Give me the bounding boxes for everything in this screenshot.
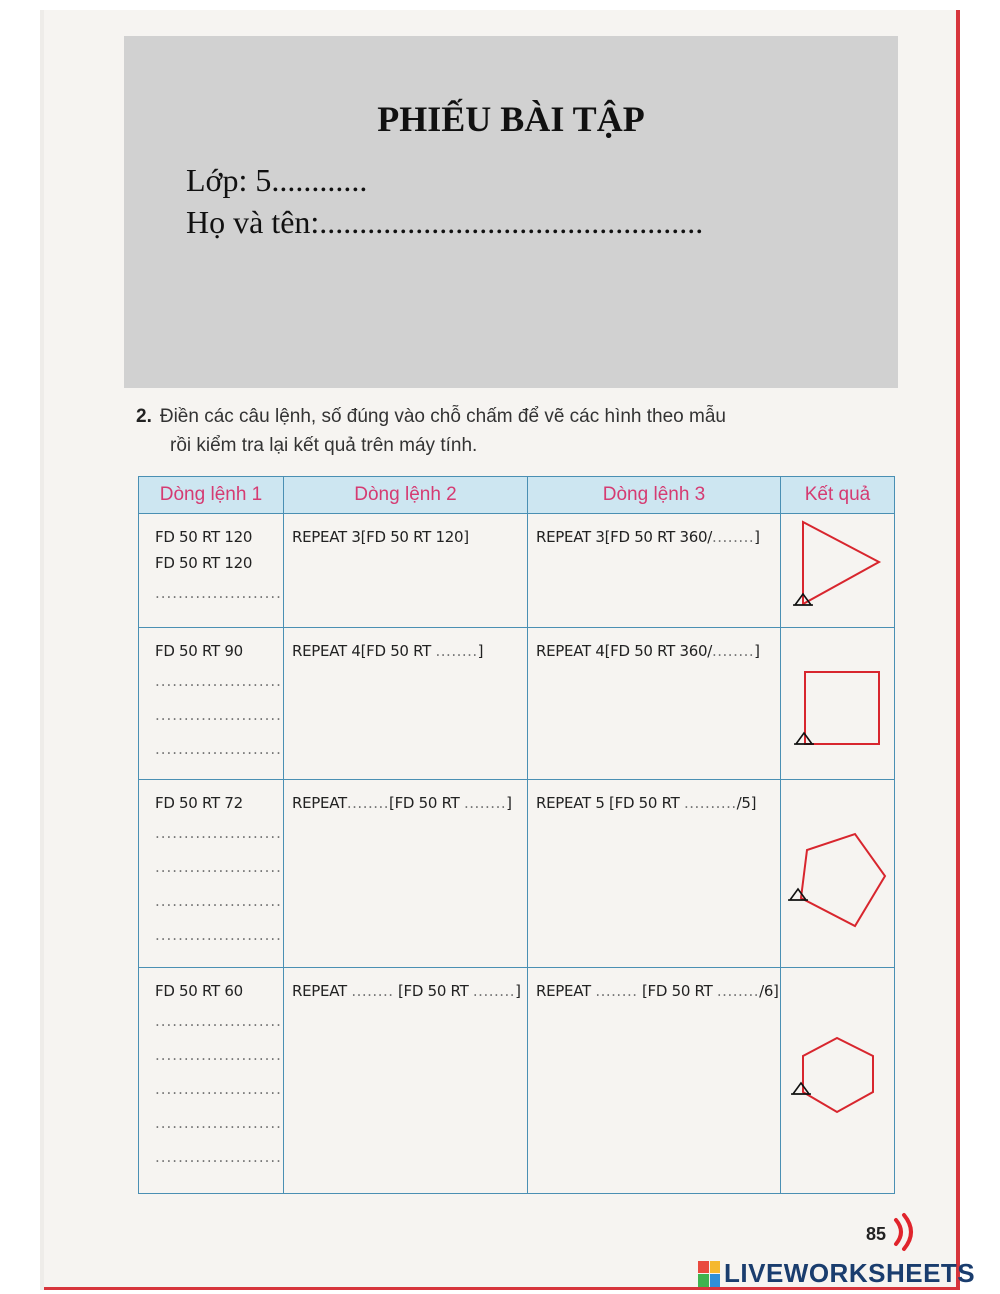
blank-line[interactable]: ...................... bbox=[155, 706, 282, 724]
brand-name: LIVEWORKSHEETS bbox=[724, 1258, 976, 1288]
row4-col3 bbox=[528, 968, 781, 1194]
page-title: PHIẾU BÀI TẬP bbox=[377, 99, 645, 139]
blank-field[interactable]: ........ bbox=[716, 982, 760, 1000]
table-row bbox=[139, 514, 895, 628]
triangle-polygon bbox=[803, 522, 879, 604]
blank-field[interactable]: ........ bbox=[712, 642, 755, 660]
command-text: REPEAT 4[FD 50 RT 360/ bbox=[536, 642, 712, 660]
blank-field[interactable]: ........ bbox=[472, 982, 516, 1000]
command-text: REPEAT bbox=[292, 794, 347, 812]
blank-field[interactable]: ........ bbox=[346, 794, 390, 812]
hexagon-shape bbox=[781, 968, 893, 1192]
command-line: FD 50 RT 120 bbox=[155, 528, 253, 546]
blank-field[interactable]: ........ bbox=[463, 794, 507, 812]
row2-result bbox=[781, 628, 895, 780]
command-line: FD 50 RT 90 bbox=[155, 642, 243, 660]
header-col-3: Dòng lệnh 3 bbox=[528, 477, 781, 514]
blank-line[interactable]: ...................... bbox=[155, 824, 282, 842]
question-text-line2: rồi kiểm tra lại kết quả trên máy tính. bbox=[170, 435, 478, 456]
command-text: REPEAT 5 [FD 50 RT bbox=[536, 794, 684, 812]
row3-col3 bbox=[528, 780, 781, 968]
command-text: /6] bbox=[759, 982, 779, 1000]
command-line bbox=[536, 978, 779, 1004]
page-red-edge bbox=[956, 10, 960, 1290]
class-field: Lớp: 5............ bbox=[186, 162, 368, 198]
blank-field[interactable]: ........ bbox=[712, 528, 755, 546]
row2-col2 bbox=[284, 628, 528, 780]
command-text: ] bbox=[754, 642, 760, 660]
blank-line[interactable]: ...................... bbox=[155, 1148, 282, 1166]
row1-result bbox=[781, 514, 895, 628]
blank-line[interactable]: ...................... bbox=[155, 1046, 282, 1064]
command-text: REPEAT 4[FD 50 RT bbox=[292, 642, 436, 660]
table-row bbox=[139, 780, 895, 968]
command-text: ] bbox=[754, 528, 760, 546]
sound-wave-icon bbox=[890, 1212, 920, 1252]
command-text: ] bbox=[506, 794, 512, 812]
row4-col1 bbox=[139, 968, 284, 1194]
command-line bbox=[536, 790, 774, 816]
blank-field[interactable]: ........ bbox=[351, 982, 394, 1000]
square-polygon bbox=[805, 672, 879, 744]
square-shape bbox=[781, 628, 893, 778]
command-line bbox=[292, 638, 521, 664]
row1-col2 bbox=[284, 514, 528, 628]
header-box bbox=[124, 36, 898, 388]
blank-field[interactable]: ........ bbox=[435, 642, 478, 660]
question-number: 2. bbox=[136, 406, 152, 427]
blank-line[interactable]: ...................... bbox=[155, 1080, 282, 1098]
row2-col3 bbox=[528, 628, 781, 780]
blank-line[interactable]: ...................... bbox=[155, 1012, 282, 1030]
command-text: [FD 50 RT bbox=[637, 982, 717, 1000]
command-text: ] bbox=[477, 642, 484, 660]
blank-line[interactable]: ...................... bbox=[155, 858, 282, 876]
blank-field[interactable]: .......... bbox=[683, 794, 737, 812]
question-text-line1: Điền các câu lệnh, số đúng vào chỗ chấm để vẽ các hình theo mẫu bbox=[159, 406, 726, 427]
row2-col1 bbox=[139, 628, 284, 780]
name-field: Họ và tên:................................................ bbox=[186, 204, 704, 240]
page-number: 85 bbox=[866, 1224, 887, 1244]
exercise-table bbox=[138, 476, 895, 1194]
row4-col2 bbox=[284, 968, 528, 1194]
command-line bbox=[292, 790, 521, 816]
command-text: ] bbox=[515, 982, 521, 1000]
command-text: REPEAT bbox=[292, 982, 352, 1000]
question-2 bbox=[136, 402, 916, 460]
blank-line[interactable]: ...................... bbox=[155, 672, 282, 690]
command-text: REPEAT bbox=[536, 982, 596, 1000]
pentagon-shape bbox=[781, 780, 893, 966]
command-line bbox=[536, 638, 774, 664]
table-header-row bbox=[139, 477, 895, 514]
command-line: FD 50 RT 120 bbox=[155, 554, 253, 572]
turtle-icon bbox=[793, 1083, 809, 1094]
triangle-shape bbox=[781, 514, 893, 626]
table-row bbox=[139, 628, 895, 780]
brand-watermark bbox=[698, 1258, 975, 1289]
hexagon-polygon bbox=[803, 1038, 873, 1112]
command-line bbox=[292, 978, 521, 1004]
blank-line[interactable]: ...................... bbox=[155, 584, 282, 602]
row4-result bbox=[781, 968, 895, 1194]
command-text: [FD 50 RT bbox=[393, 982, 473, 1000]
header-col-2: Dòng lệnh 2 bbox=[284, 477, 528, 514]
row1-col3 bbox=[528, 514, 781, 628]
command-text: /5] bbox=[736, 794, 757, 812]
command-text: REPEAT 3[FD 50 RT 360/ bbox=[536, 528, 712, 546]
command-line: REPEAT 3[FD 50 RT 120] bbox=[292, 528, 469, 546]
command-line: FD 50 RT 72 bbox=[155, 794, 243, 812]
row3-col1 bbox=[139, 780, 284, 968]
blank-line[interactable]: ...................... bbox=[155, 892, 282, 910]
command-text: [FD 50 RT bbox=[389, 794, 464, 812]
header-col-1: Dòng lệnh 1 bbox=[139, 477, 284, 514]
blank-field[interactable]: ........ bbox=[595, 982, 638, 1000]
row1-col1 bbox=[139, 514, 284, 628]
command-line: FD 50 RT 60 bbox=[155, 982, 243, 1000]
blank-line[interactable]: ...................... bbox=[155, 926, 282, 944]
liveworksheets-logo-icon bbox=[698, 1261, 720, 1287]
blank-line[interactable]: ...................... bbox=[155, 740, 282, 758]
row3-result bbox=[781, 780, 895, 968]
row3-col2 bbox=[284, 780, 528, 968]
blank-line[interactable]: ...................... bbox=[155, 1114, 282, 1132]
table-row bbox=[139, 968, 895, 1194]
command-line bbox=[536, 524, 774, 550]
header-col-4: Kết quả bbox=[781, 477, 895, 514]
pentagon-polygon bbox=[801, 834, 885, 926]
